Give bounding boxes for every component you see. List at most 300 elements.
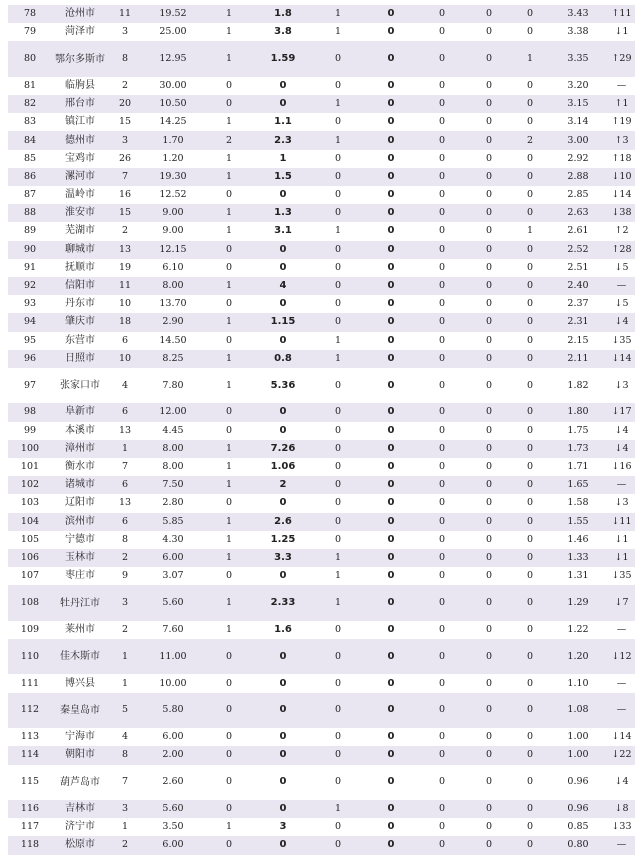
col-e-cell: 0 (418, 5, 466, 23)
trend-cell: ↓10 (608, 168, 635, 186)
rank-cell: 100 (8, 440, 52, 458)
score-cell: 1.82 (548, 368, 608, 404)
score-cell: 2.31 (548, 313, 608, 331)
trend-cell: ↓38 (608, 204, 635, 222)
average-cell: 6.00 (142, 836, 204, 854)
col-f-cell: 0 (466, 313, 512, 331)
col-a-cell: 0 (204, 728, 254, 746)
col-g-cell: 0 (512, 458, 548, 476)
col-a-cell: 1 (204, 549, 254, 567)
col-e-cell: 0 (418, 168, 466, 186)
col-b-cell: 0 (254, 800, 312, 818)
col-e-cell: 0 (418, 585, 466, 621)
col-a-cell: 0 (204, 77, 254, 95)
col-d-cell: 0 (364, 440, 418, 458)
rank-cell: 95 (8, 332, 52, 350)
count-cell: 15 (108, 204, 142, 222)
col-g-cell: 0 (512, 674, 548, 692)
col-b-cell: 1.6 (254, 621, 312, 639)
count-cell: 6 (108, 513, 142, 531)
col-d-cell: 0 (364, 836, 418, 854)
col-c-cell: 0 (312, 77, 364, 95)
col-f-cell: 0 (466, 765, 512, 801)
table-row (8, 277, 635, 295)
col-d-cell: 0 (364, 513, 418, 531)
count-cell: 11 (108, 277, 142, 295)
col-a-cell: 1 (204, 41, 254, 77)
col-d-cell: 0 (364, 41, 418, 77)
col-d-cell: 0 (364, 5, 418, 23)
col-b-cell: 0 (254, 639, 312, 675)
col-d-cell: 0 (364, 585, 418, 621)
rank-cell: 106 (8, 549, 52, 567)
count-cell: 8 (108, 41, 142, 77)
trend-cell: ↓4 (608, 765, 635, 801)
col-g-cell: 0 (512, 403, 548, 421)
col-a-cell: 0 (204, 403, 254, 421)
city-cell: 辽阳市 (52, 494, 108, 512)
city-cell: 吉林市 (52, 800, 108, 818)
score-cell: 1.29 (548, 585, 608, 621)
count-cell: 4 (108, 368, 142, 404)
count-cell: 1 (108, 818, 142, 836)
col-a-cell: 1 (204, 23, 254, 41)
col-g-cell: 0 (512, 350, 548, 368)
score-cell: 3.14 (548, 113, 608, 131)
city-cell: 丹东市 (52, 295, 108, 313)
col-c-cell: 0 (312, 277, 364, 295)
table-row (8, 476, 635, 494)
trend-cell: — (608, 836, 635, 854)
col-c-cell: 1 (312, 95, 364, 113)
average-cell: 10.50 (142, 95, 204, 113)
rank-cell: 105 (8, 531, 52, 549)
col-d-cell: 0 (364, 131, 418, 149)
count-cell: 2 (108, 222, 142, 240)
table-row (8, 41, 635, 77)
col-a-cell: 1 (204, 513, 254, 531)
table-row (8, 259, 635, 277)
col-a-cell: 1 (204, 113, 254, 131)
col-d-cell: 0 (364, 168, 418, 186)
table-row (8, 368, 635, 404)
col-f-cell: 0 (466, 368, 512, 404)
trend-cell: ↓7 (608, 585, 635, 621)
col-c-cell: 0 (312, 746, 364, 764)
average-cell: 8.00 (142, 458, 204, 476)
col-f-cell: 0 (466, 549, 512, 567)
count-cell: 13 (108, 422, 142, 440)
col-d-cell: 0 (364, 113, 418, 131)
col-g-cell: 0 (512, 422, 548, 440)
city-cell: 漯河市 (52, 168, 108, 186)
table-row (8, 621, 635, 639)
col-b-cell: 1.59 (254, 41, 312, 77)
col-f-cell: 0 (466, 513, 512, 531)
average-cell: 2.80 (142, 494, 204, 512)
col-b-cell: 1.5 (254, 168, 312, 186)
col-g-cell: 0 (512, 77, 548, 95)
col-e-cell: 0 (418, 567, 466, 585)
col-a-cell: 0 (204, 836, 254, 854)
col-e-cell: 0 (418, 476, 466, 494)
col-f-cell: 0 (466, 403, 512, 421)
average-cell: 7.80 (142, 368, 204, 404)
col-f-cell: 0 (466, 295, 512, 313)
count-cell: 13 (108, 494, 142, 512)
score-cell: 1.22 (548, 621, 608, 639)
col-a-cell: 0 (204, 567, 254, 585)
trend-cell: — (608, 674, 635, 692)
col-b-cell: 0 (254, 403, 312, 421)
col-b-cell: 0 (254, 693, 312, 729)
col-g-cell: 0 (512, 440, 548, 458)
average-cell: 19.30 (142, 168, 204, 186)
col-g-cell: 0 (512, 728, 548, 746)
table-row (8, 531, 635, 549)
col-d-cell: 0 (364, 277, 418, 295)
col-a-cell: 2 (204, 131, 254, 149)
city-cell: 阜新市 (52, 403, 108, 421)
count-cell: 10 (108, 295, 142, 313)
trend-cell: ↓14 (608, 350, 635, 368)
table-row (8, 458, 635, 476)
col-g-cell: 0 (512, 113, 548, 131)
table-row (8, 150, 635, 168)
col-f-cell: 0 (466, 567, 512, 585)
col-g-cell: 0 (512, 95, 548, 113)
col-c-cell: 0 (312, 674, 364, 692)
score-cell: 2.88 (548, 168, 608, 186)
col-d-cell: 0 (364, 23, 418, 41)
rank-cell: 110 (8, 639, 52, 675)
col-d-cell: 0 (364, 674, 418, 692)
col-c-cell: 0 (312, 368, 364, 404)
col-c-cell: 1 (312, 332, 364, 350)
average-cell: 8.00 (142, 277, 204, 295)
table-row (8, 674, 635, 692)
score-cell: 1.65 (548, 476, 608, 494)
col-e-cell: 0 (418, 800, 466, 818)
average-cell: 30.00 (142, 77, 204, 95)
col-b-cell: 0 (254, 95, 312, 113)
col-f-cell: 0 (466, 836, 512, 854)
average-cell: 3.50 (142, 818, 204, 836)
table-row (8, 77, 635, 95)
average-cell: 7.50 (142, 476, 204, 494)
score-cell: 2.63 (548, 204, 608, 222)
col-e-cell: 0 (418, 531, 466, 549)
table-row (8, 728, 635, 746)
average-cell: 12.15 (142, 241, 204, 259)
col-a-cell: 1 (204, 150, 254, 168)
col-b-cell: 0 (254, 494, 312, 512)
score-cell: 2.37 (548, 295, 608, 313)
col-b-cell: 1.1 (254, 113, 312, 131)
count-cell: 15 (108, 113, 142, 131)
rank-cell: 94 (8, 313, 52, 331)
score-cell: 1.55 (548, 513, 608, 531)
count-cell: 26 (108, 150, 142, 168)
col-a-cell: 1 (204, 350, 254, 368)
col-g-cell: 0 (512, 639, 548, 675)
col-b-cell: 1.3 (254, 204, 312, 222)
city-cell: 沧州市 (52, 5, 108, 23)
col-f-cell: 0 (466, 5, 512, 23)
city-cell: 聊城市 (52, 241, 108, 259)
score-cell: 2.15 (548, 332, 608, 350)
city-cell: 滨州市 (52, 513, 108, 531)
rank-cell: 88 (8, 204, 52, 222)
table-row (8, 567, 635, 585)
table-row (8, 113, 635, 131)
col-c-cell: 1 (312, 549, 364, 567)
rank-cell: 117 (8, 818, 52, 836)
trend-cell: — (608, 77, 635, 95)
rank-cell: 108 (8, 585, 52, 621)
rank-cell: 101 (8, 458, 52, 476)
col-e-cell: 0 (418, 350, 466, 368)
trend-cell: ↓33 (608, 818, 635, 836)
col-e-cell: 0 (418, 23, 466, 41)
trend-cell: ↓11 (608, 513, 635, 531)
col-f-cell: 0 (466, 476, 512, 494)
col-a-cell: 1 (204, 476, 254, 494)
table-row (8, 23, 635, 41)
rank-cell: 78 (8, 5, 52, 23)
col-c-cell: 0 (312, 765, 364, 801)
count-cell: 5 (108, 693, 142, 729)
col-b-cell: 0 (254, 77, 312, 95)
count-cell: 3 (108, 800, 142, 818)
col-b-cell: 0 (254, 259, 312, 277)
score-cell: 3.20 (548, 77, 608, 95)
col-b-cell: 1 (254, 150, 312, 168)
col-g-cell: 0 (512, 818, 548, 836)
col-g-cell: 0 (512, 494, 548, 512)
col-c-cell: 1 (312, 5, 364, 23)
col-f-cell: 0 (466, 113, 512, 131)
col-b-cell: 0 (254, 422, 312, 440)
col-g-cell: 0 (512, 204, 548, 222)
average-cell: 9.00 (142, 204, 204, 222)
col-d-cell: 0 (364, 693, 418, 729)
col-b-cell: 1.8 (254, 5, 312, 23)
col-b-cell: 0 (254, 332, 312, 350)
col-a-cell: 0 (204, 422, 254, 440)
average-cell: 13.70 (142, 295, 204, 313)
col-f-cell: 0 (466, 41, 512, 77)
rank-cell: 99 (8, 422, 52, 440)
col-b-cell: 0.8 (254, 350, 312, 368)
col-d-cell: 0 (364, 77, 418, 95)
col-a-cell: 1 (204, 818, 254, 836)
rank-cell: 90 (8, 241, 52, 259)
col-f-cell: 0 (466, 150, 512, 168)
average-cell: 6.00 (142, 549, 204, 567)
city-cell: 诸城市 (52, 476, 108, 494)
col-d-cell: 0 (364, 621, 418, 639)
col-f-cell: 0 (466, 332, 512, 350)
col-d-cell: 0 (364, 728, 418, 746)
city-cell: 邢台市 (52, 95, 108, 113)
col-e-cell: 0 (418, 836, 466, 854)
col-e-cell: 0 (418, 403, 466, 421)
col-a-cell: 0 (204, 639, 254, 675)
col-c-cell: 0 (312, 41, 364, 77)
average-cell: 12.52 (142, 186, 204, 204)
rank-cell: 103 (8, 494, 52, 512)
average-cell: 8.00 (142, 440, 204, 458)
col-c-cell: 0 (312, 150, 364, 168)
col-b-cell: 3.1 (254, 222, 312, 240)
col-g-cell: 1 (512, 41, 548, 77)
count-cell: 9 (108, 567, 142, 585)
table-row (8, 241, 635, 259)
col-e-cell: 0 (418, 277, 466, 295)
average-cell: 14.25 (142, 113, 204, 131)
city-cell: 镇江市 (52, 113, 108, 131)
average-cell: 1.70 (142, 131, 204, 149)
col-g-cell: 0 (512, 765, 548, 801)
col-g-cell: 0 (512, 332, 548, 350)
col-g-cell: 0 (512, 585, 548, 621)
count-cell: 7 (108, 765, 142, 801)
trend-cell: — (608, 476, 635, 494)
col-c-cell: 0 (312, 728, 364, 746)
col-a-cell: 0 (204, 295, 254, 313)
count-cell: 20 (108, 95, 142, 113)
col-a-cell: 0 (204, 693, 254, 729)
col-c-cell: 0 (312, 836, 364, 854)
col-a-cell: 0 (204, 241, 254, 259)
col-f-cell: 0 (466, 241, 512, 259)
city-cell: 菏泽市 (52, 23, 108, 41)
col-a-cell: 0 (204, 800, 254, 818)
trend-cell: ↓14 (608, 728, 635, 746)
trend-cell: ↑1 (608, 95, 635, 113)
col-b-cell: 0 (254, 295, 312, 313)
rank-cell: 86 (8, 168, 52, 186)
score-cell: 3.38 (548, 23, 608, 41)
col-d-cell: 0 (364, 746, 418, 764)
city-cell: 宝鸡市 (52, 150, 108, 168)
col-f-cell: 0 (466, 531, 512, 549)
rank-cell: 89 (8, 222, 52, 240)
col-b-cell: 0 (254, 728, 312, 746)
rank-cell: 113 (8, 728, 52, 746)
col-e-cell: 0 (418, 332, 466, 350)
rank-cell: 102 (8, 476, 52, 494)
col-d-cell: 0 (364, 422, 418, 440)
table-row (8, 295, 635, 313)
table-row (8, 5, 635, 23)
col-g-cell: 0 (512, 368, 548, 404)
col-g-cell: 0 (512, 836, 548, 854)
rank-cell: 82 (8, 95, 52, 113)
table-row (8, 168, 635, 186)
col-g-cell: 0 (512, 186, 548, 204)
col-g-cell: 0 (512, 693, 548, 729)
rank-cell: 84 (8, 131, 52, 149)
trend-cell: ↓5 (608, 295, 635, 313)
city-cell: 抚顺市 (52, 259, 108, 277)
col-b-cell: 1.25 (254, 531, 312, 549)
col-b-cell: 0 (254, 765, 312, 801)
table-row (8, 440, 635, 458)
col-d-cell: 0 (364, 186, 418, 204)
average-cell: 5.60 (142, 800, 204, 818)
col-a-cell: 1 (204, 621, 254, 639)
score-cell: 1.71 (548, 458, 608, 476)
score-cell: 0.96 (548, 800, 608, 818)
col-e-cell: 0 (418, 746, 466, 764)
col-g-cell: 0 (512, 277, 548, 295)
col-a-cell: 1 (204, 204, 254, 222)
col-d-cell: 0 (364, 458, 418, 476)
count-cell: 6 (108, 332, 142, 350)
col-a-cell: 1 (204, 368, 254, 404)
city-cell: 肇庆市 (52, 313, 108, 331)
col-e-cell: 0 (418, 150, 466, 168)
col-a-cell: 0 (204, 765, 254, 801)
col-f-cell: 0 (466, 621, 512, 639)
col-b-cell: 4 (254, 277, 312, 295)
trend-cell: ↓14 (608, 186, 635, 204)
city-cell: 秦皇岛市 (52, 693, 108, 729)
col-d-cell: 0 (364, 476, 418, 494)
score-cell: 1.20 (548, 639, 608, 675)
col-b-cell: 1.15 (254, 313, 312, 331)
score-cell: 1.08 (548, 693, 608, 729)
col-f-cell: 0 (466, 277, 512, 295)
city-cell: 博兴县 (52, 674, 108, 692)
col-g-cell: 0 (512, 567, 548, 585)
count-cell: 3 (108, 131, 142, 149)
col-c-cell: 0 (312, 513, 364, 531)
col-e-cell: 0 (418, 458, 466, 476)
score-cell: 1.58 (548, 494, 608, 512)
city-cell: 临朐县 (52, 77, 108, 95)
col-g-cell: 0 (512, 621, 548, 639)
trend-cell: — (608, 693, 635, 729)
average-cell: 2.60 (142, 765, 204, 801)
col-g-cell: 0 (512, 168, 548, 186)
col-b-cell: 1.06 (254, 458, 312, 476)
trend-cell: ↓16 (608, 458, 635, 476)
table-row (8, 746, 635, 764)
col-c-cell: 0 (312, 621, 364, 639)
count-cell: 2 (108, 621, 142, 639)
ranking-table-body (8, 5, 635, 855)
col-a-cell: 1 (204, 458, 254, 476)
col-f-cell: 0 (466, 204, 512, 222)
trend-cell: — (608, 621, 635, 639)
trend-cell: ↓3 (608, 494, 635, 512)
col-c-cell: 0 (312, 313, 364, 331)
score-cell: 1.31 (548, 567, 608, 585)
score-cell: 2.85 (548, 186, 608, 204)
col-b-cell: 0 (254, 674, 312, 692)
col-d-cell: 0 (364, 765, 418, 801)
table-row (8, 332, 635, 350)
col-e-cell: 0 (418, 368, 466, 404)
col-b-cell: 2.6 (254, 513, 312, 531)
rank-cell: 79 (8, 23, 52, 41)
trend-cell: ↓4 (608, 422, 635, 440)
col-e-cell: 0 (418, 422, 466, 440)
score-cell: 1.46 (548, 531, 608, 549)
